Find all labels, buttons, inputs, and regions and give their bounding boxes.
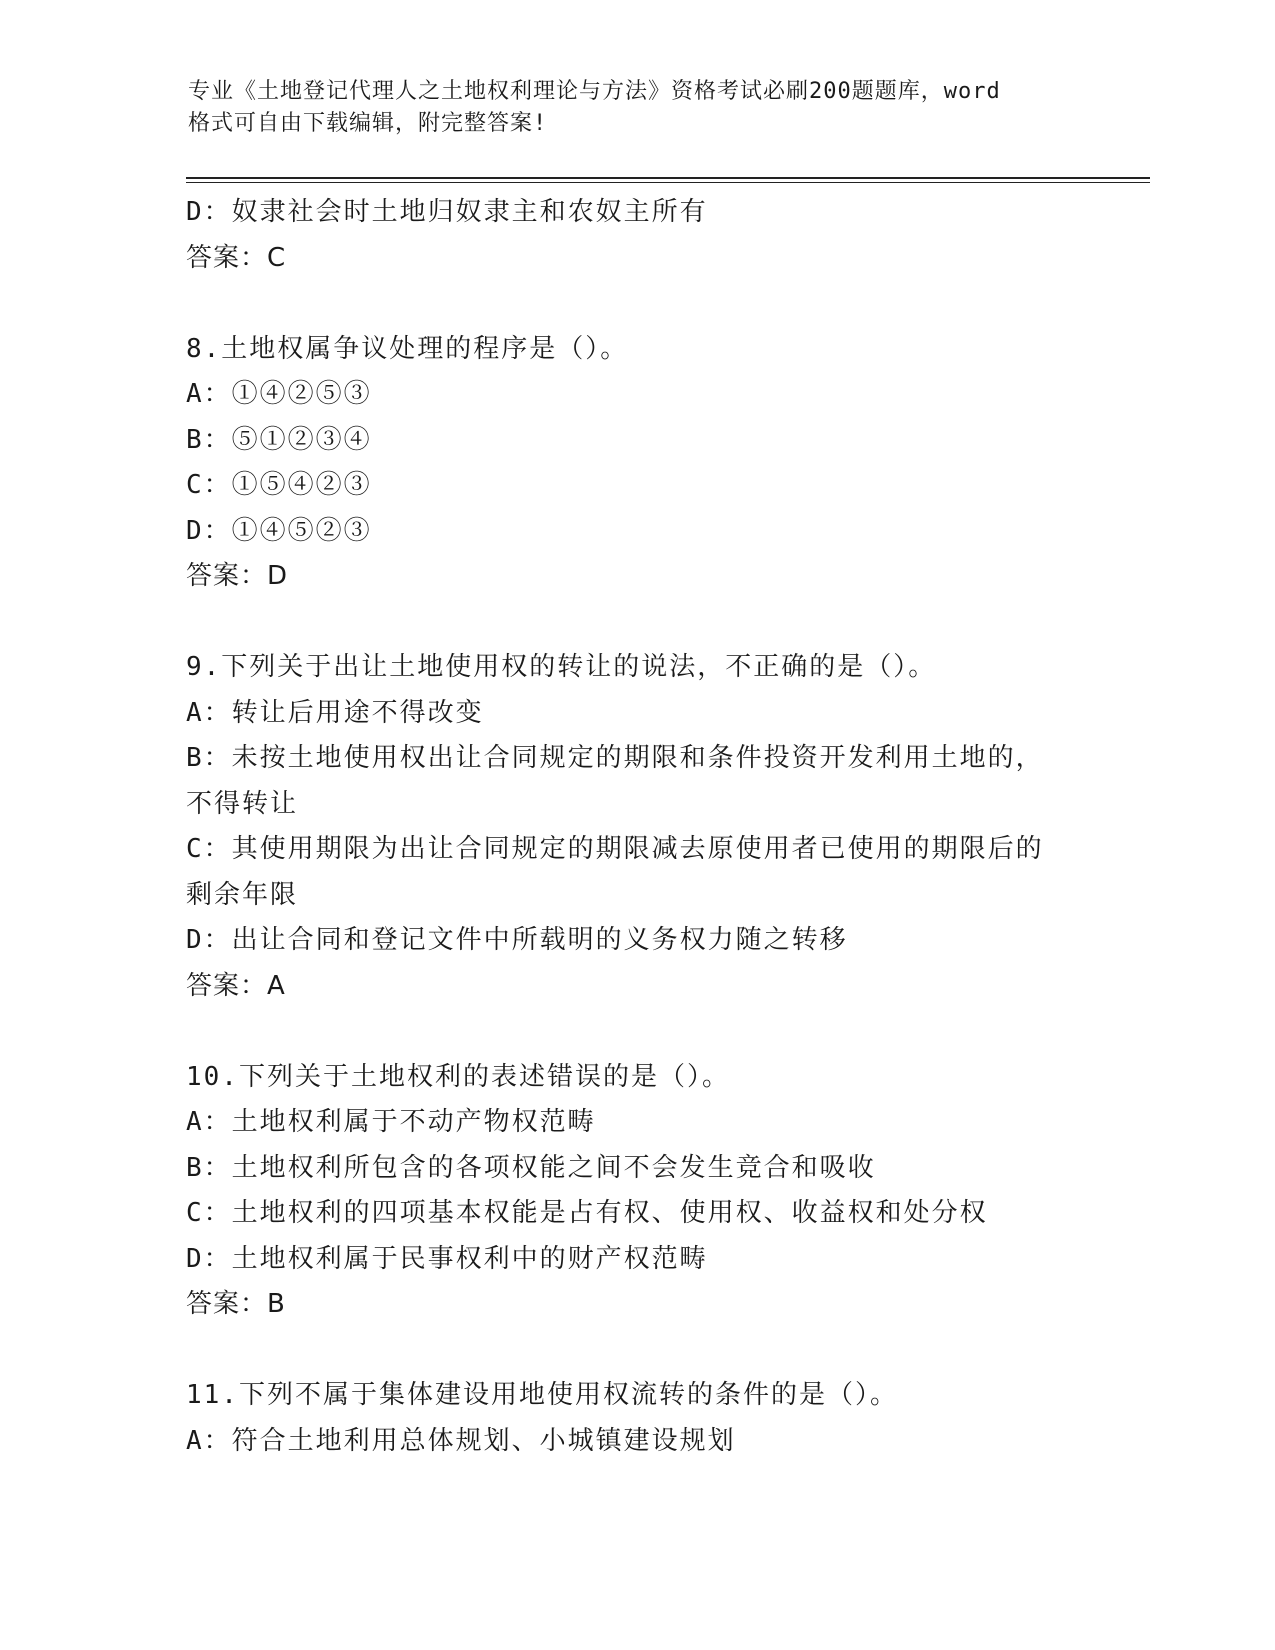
option-d: D：奴隶社会时土地归奴隶主和农奴主所有 xyxy=(186,197,708,227)
option-d: D：①④⑤②③ xyxy=(186,515,372,546)
document-header xyxy=(188,76,1068,140)
spacer xyxy=(186,281,1086,327)
option-a: A：土地权利属于不动产物权范畴 xyxy=(186,1107,596,1137)
header-title-line-1: 专业《土地登记代理人之土地权利理论与方法》资格考试必刷200题题库，word xyxy=(188,79,1001,104)
option-b: B：⑤①②③④ xyxy=(186,424,372,455)
option-d: D：出让合同和登记文件中所载明的义务权力随之转移 xyxy=(186,925,848,955)
option-b: B：土地权利所包含的各项权能之间不会发生竞合和吸收 xyxy=(186,1152,876,1183)
option-c-continued: 剩余年限 xyxy=(186,879,299,910)
option-a: A：转让后用途不得改变 xyxy=(186,697,484,728)
option-b: B：未按土地使用权出让合同规定的期限和条件投资开发利用土地的， xyxy=(186,743,1044,773)
answer-line: 答案：C xyxy=(186,242,287,273)
spacer xyxy=(186,600,1086,646)
question-stem: 8.土地权属争议处理的程序是（）。 xyxy=(186,333,629,364)
question-stem: 10.下列关于土地权利的表述错误的是（）。 xyxy=(186,1061,730,1092)
question-stem: 11.下列不属于集体建设用地使用权流转的条件的是（）。 xyxy=(186,1380,898,1410)
question-stem: 9.下列关于出让土地使用权的转让的说法，不正确的是（）。 xyxy=(186,652,937,682)
option-a: A：①④②⑤③ xyxy=(186,379,372,409)
option-b-continued: 不得转让 xyxy=(186,788,299,819)
option-c: C：土地权利的四项基本权能是占有权、使用权、收益权和处分权 xyxy=(186,1198,988,1228)
header-divider-thin xyxy=(186,182,1150,183)
answer-line: 答案：A xyxy=(186,970,286,1001)
question-content xyxy=(186,190,1086,1464)
option-d: D：土地权利属于民事权利中的财产权范畴 xyxy=(186,1243,708,1274)
answer-line: 答案：D xyxy=(186,561,289,591)
spacer xyxy=(186,1328,1086,1374)
option-c: C：①⑤④②③ xyxy=(186,470,372,500)
header-divider-thick xyxy=(186,177,1150,179)
option-a: A：符合土地利用总体规划、小城镇建设规划 xyxy=(186,1425,736,1456)
header-title-line-2: 格式可自由下载编辑，附完整答案! xyxy=(188,111,548,136)
option-c: C：其使用期限为出让合同规定的期限减去原使用者已使用的期限后的 xyxy=(186,834,1044,864)
answer-line: 答案：B xyxy=(186,1289,286,1319)
spacer xyxy=(186,1009,1086,1055)
